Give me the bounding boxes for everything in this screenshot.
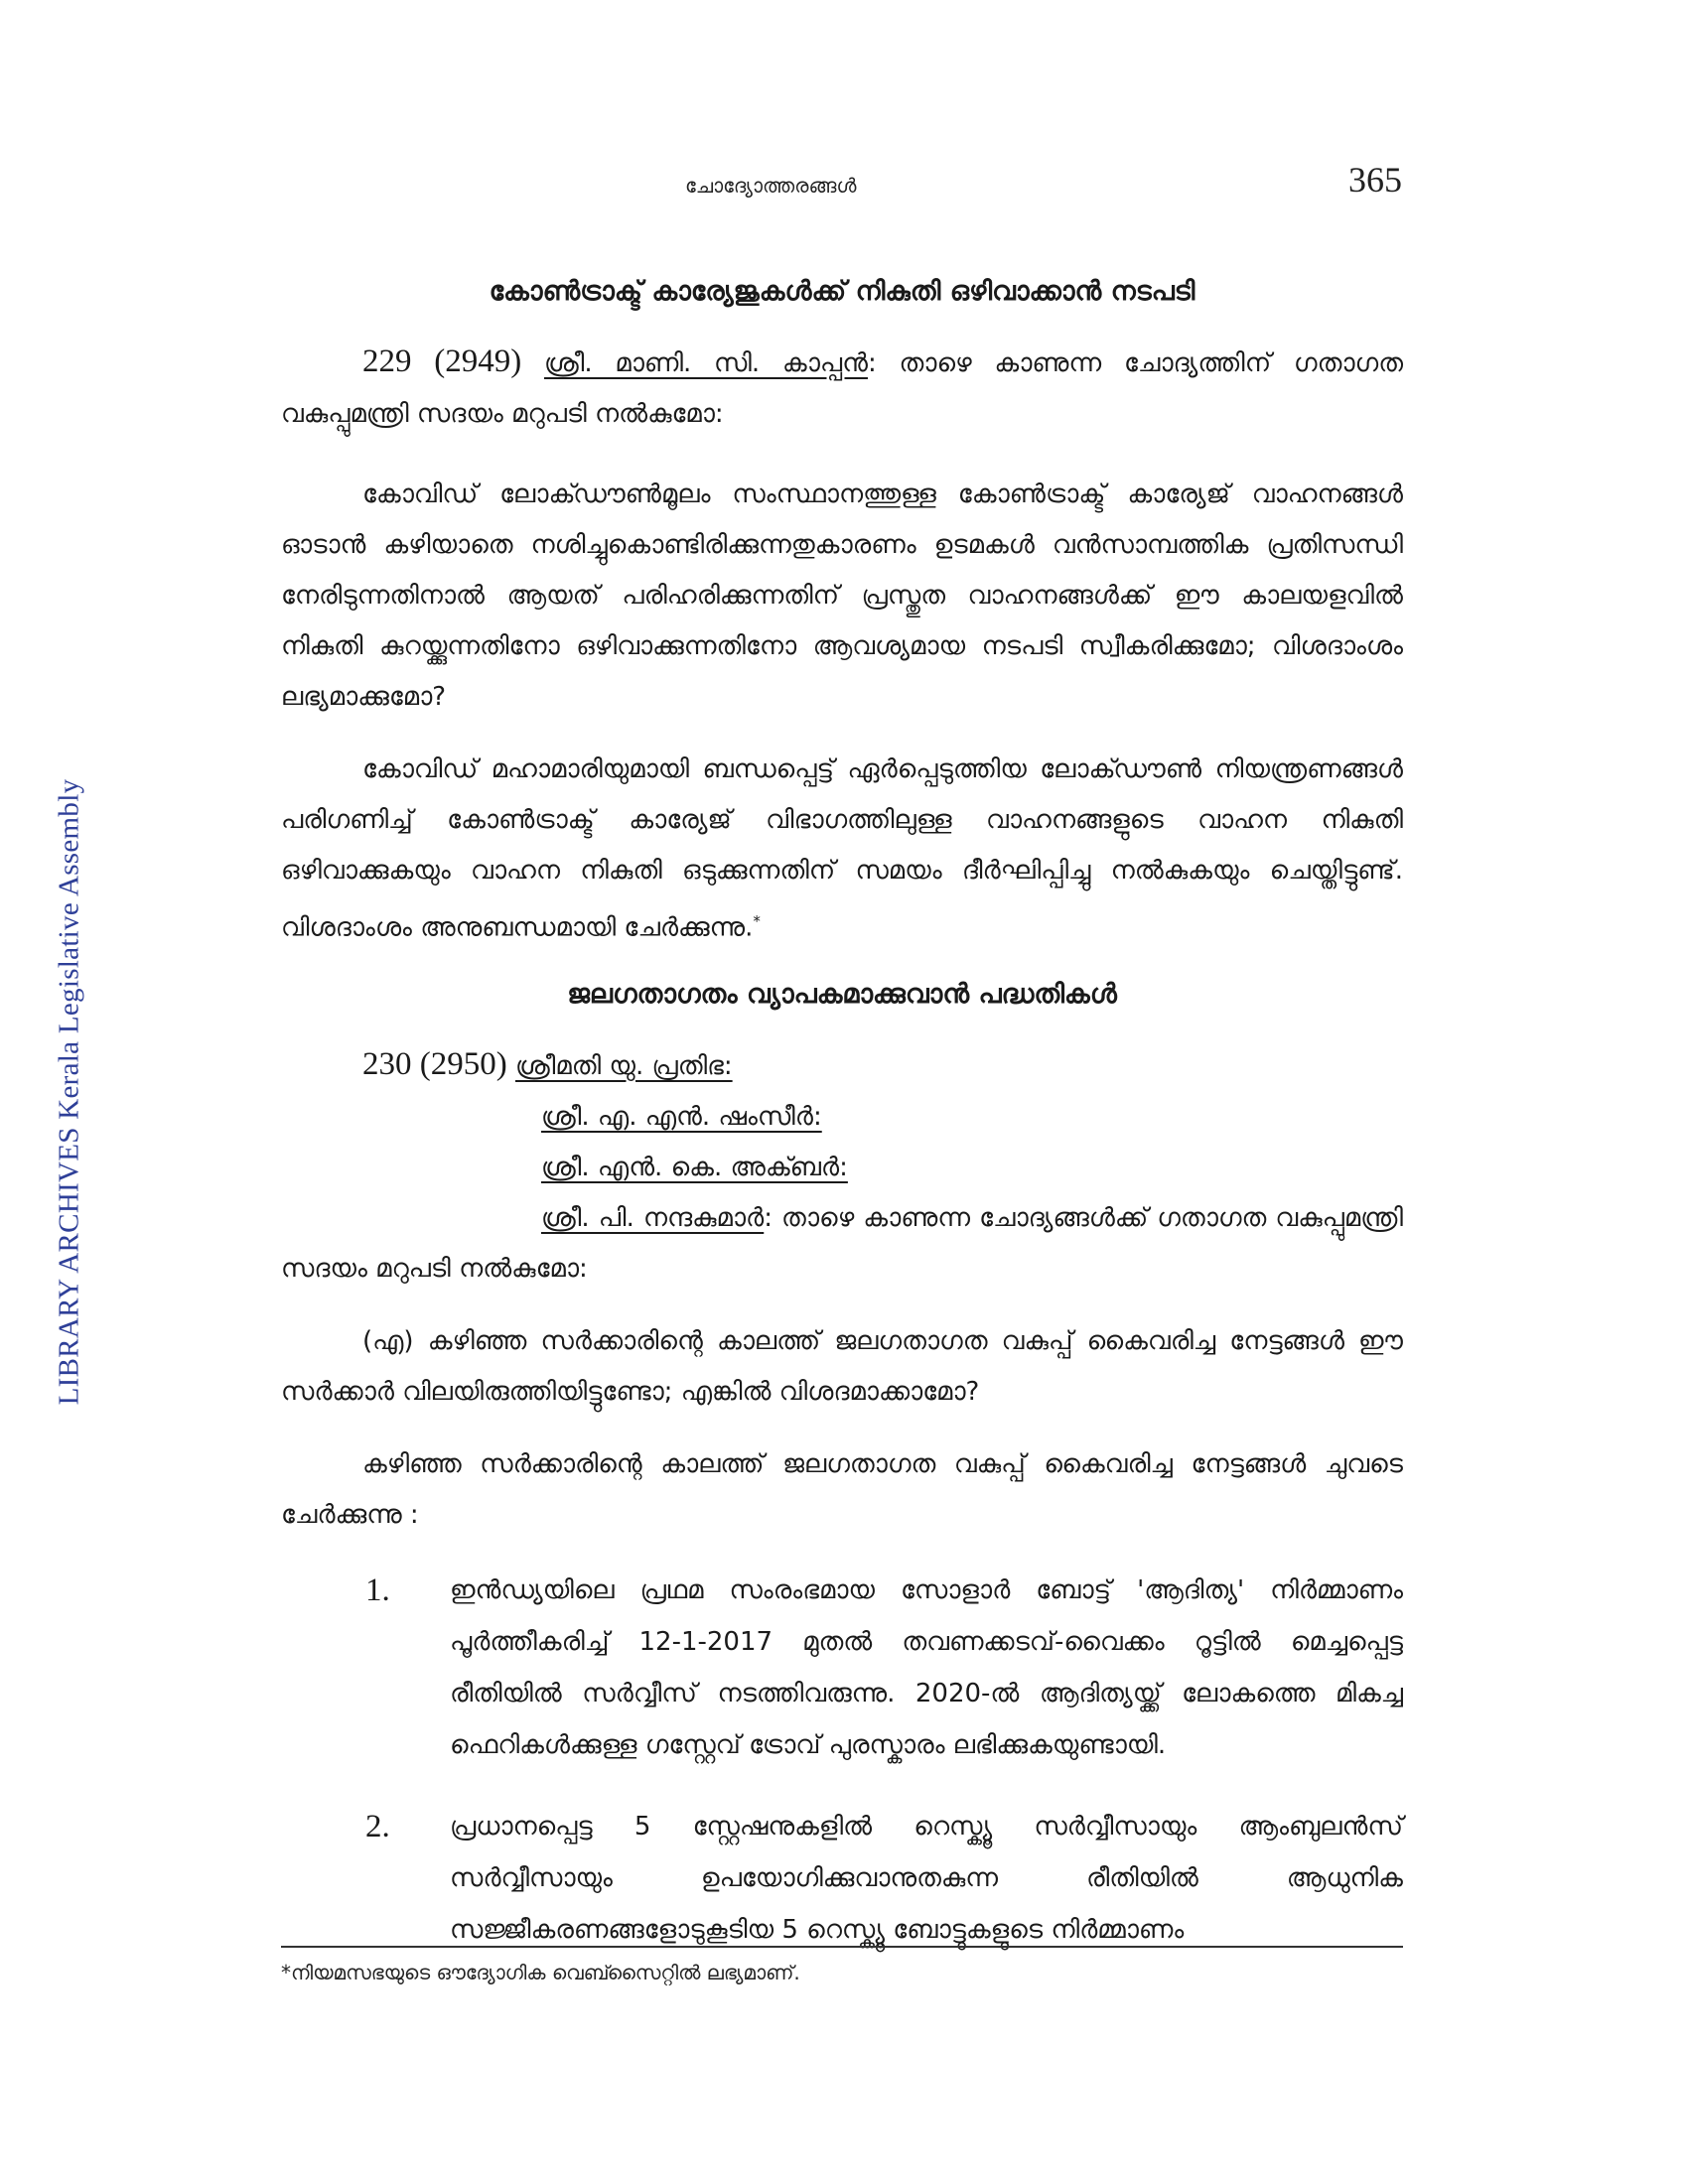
member-name: ശ്രീ. എൻ. കെ. അക്ബർ: <box>541 1152 848 1182</box>
member-line <box>281 1092 1403 1143</box>
member-name: ശ്രീ. മാണി. സി. കാപ്പൻ <box>543 348 868 378</box>
answer-text-229 <box>281 745 1403 954</box>
member-line <box>281 1039 1403 1092</box>
question-number: 229 (2949) <box>362 343 522 379</box>
question-intro-229 <box>281 337 1403 440</box>
question-text-230-a: (എ) കഴിഞ്ഞ സർക്കാരിന്റെ കാലത്ത് ജലഗതാഗത വകുപ്പ് കൈവരിച്ച നേട്ടങ്ങൾ ഈ സർക്കാർ വിലയിരുത്തിയിട്ടുണ്ടോ; എങ്കിൽ വിശദമാക്കാമോ? <box>281 1325 1403 1407</box>
list-item <box>281 1801 1403 1956</box>
answer-intro-230: കഴിഞ്ഞ സർക്കാരിന്റെ കാലത്ത് ജലഗതാഗത വകുപ്പ് കൈവരിച്ച നേട്ടങ്ങൾ ചുവടെ ചേർക്കുന്നു : <box>281 1448 1403 1530</box>
answer-body: കോവിഡ് മഹാമാരിയുമായി ബന്ധപ്പെട്ട് ഏർപ്പെടുത്തിയ ലോക്ഡൗൺ നിയന്ത്രണങ്ങൾ പരിഗണിച്ച് കോൺട്രാക്ട് കാര്യേജ് വിഭാഗത്തിലുള്ള വാഹനങ്ങളുടെ വാഹന നികുതി ഒഴിവാക്കുകയും വാഹന നികുതി ഒടുക്കുന്നതിന് സമയം ദീർഘിപ്പിച്ചു നൽകുകയും ചെയ്തിട്ടുണ്ട്. വിശദാംശം അനുബന്ധമായി ചേർക്കുന്നു. <box>281 754 1403 943</box>
running-head: ചോദ്യോത്തരങ്ങൾ <box>685 174 857 198</box>
member-name: ശ്രീ. പി. നന്ദകുമാർ <box>541 1202 765 1233</box>
footnote: *നിയമസഭയുടെ ഔദ്യോഗിക വെബ്സൈറ്റിൽ ലഭ്യമാണ്. <box>281 1961 800 1984</box>
question-text-229: കോവിഡ് ലോക്ഡൗൺമൂലം സംസ്ഥാനത്തുള്ള കോൺട്രാക്ട് കാര്യേജ് വാഹനങ്ങൾ ഓടാൻ കഴിയാതെ നശിച്ചുകൊണ്ടിരിക്കുന്നതുകാരണം ഉടമകൾ വൻസാമ്പത്തിക പ്രതിസന്ധി നേരിടുന്നതിനാൽ ആയത് പരിഹരിക്കുന്നതിന് പ്രസ്തുത വാഹനങ്ങൾക്ക് ഈ കാലയളവിൽ നികുതി കുറയ്ക്കുന്നതിനോ ഒഴിവാക്കുന്നതിനോ ആവശ്യമായ നടപടി സ്വീകരിക്കുമോ; വിശദാംശം ലഭ്യമാക്കുമോ? <box>281 479 1403 712</box>
list-item <box>281 1565 1403 1771</box>
footnote-marker: * <box>753 912 761 930</box>
list-item-number: 1. <box>365 1571 390 1608</box>
list-item-number: 2. <box>365 1808 390 1844</box>
section-heading-water-transport: ജലഗതാഗതം വ്യാപകമാക്കുവാൻ പദ്ധതികൾ <box>567 978 1117 1010</box>
archive-watermark: LIBRARY ARCHIVES Kerala Legislative Assembly <box>53 778 85 1406</box>
footnote-divider <box>281 1946 1403 1948</box>
section-heading-contract-carriage: കോൺട്രാക്ട് കാര്യേജുകൾക്ക് നികുതി ഒഴിവാക്കാൻ നടപടി <box>489 276 1196 307</box>
question-number: 230 (2950) <box>362 1045 507 1082</box>
list-item-text: പ്രധാനപ്പെട്ട 5 സ്റ്റേഷനുകളിൽ റെസ്ക്യൂ സർവ്വീസായും ആംബുലൻസ് സർവ്വീസായും ഉപയോഗിക്കുവാനുതകുന്ന രീതിയിൽ ആധുനിക സജ്ജീകരണങ്ങളോടുകൂടിയ 5 റെസ്ക്യൂ ബോട്ടുകളുടെ നിർമ്മാണം <box>450 1811 1403 1945</box>
question-intro-text: : താഴെ കാണുന്ന ചോദ്യത്തിന് ഗതാഗത വകുപ്പുമന്ത്രി സദയം മറുപടി നൽകുമോ: <box>281 348 1404 429</box>
achievements-list <box>281 1565 1403 1956</box>
member-line <box>281 1143 1403 1193</box>
list-item-text: ഇൻഡ്യയിലെ പ്രഥമ സംരംഭമായ സോളാർ ബോട്ട് 'ആദിത്യ' നിർമ്മാണം പൂർത്തീകരിച്ച് 12-1-2017 മുതൽ തവണക്കടവ്-വൈക്കം റൂട്ടിൽ മെച്ചപ്പെട്ട രീതിയിൽ സർവ്വീസ് നടത്തിവരുന്നു. 2020-ൽ ആദിത്യയ്ക്ക് ലോകത്തെ മികച്ച ഫെറികൾക്കുള്ള ഗസ്റ്റേവ് ട്രോവ് പുരസ്കാരം ലഭിക്കുകയുണ്ടായി. <box>450 1574 1403 1760</box>
question-intro-text: : താഴെ കാണുന്ന ചോദ്യങ്ങൾക്ക് ഗതാഗത വകുപ്പുമന്ത്രി സദയം മറുപടി നൽകുമോ: <box>281 1202 1404 1284</box>
page-content <box>281 273 1403 1985</box>
page-number: 365 <box>1348 160 1402 200</box>
member-line <box>281 1193 1403 1295</box>
member-name: ശ്രീമതി യു. പ്രതിഭ: <box>515 1050 733 1081</box>
member-name: ശ്രീ. എ. എൻ. ഷംസീർ: <box>541 1101 822 1132</box>
question-intro-230 <box>281 1039 1403 1295</box>
